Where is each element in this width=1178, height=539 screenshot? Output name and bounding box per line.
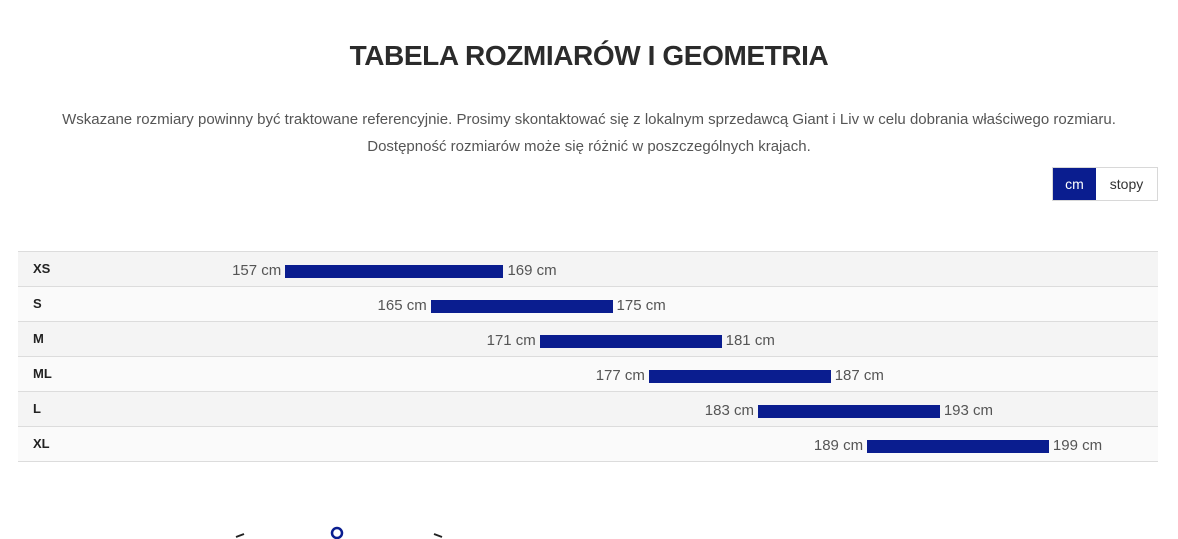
- min-height-value: 171 cm: [486, 332, 536, 349]
- size-range-table: [18, 251, 1158, 462]
- max-height-value: 199 cm: [1052, 437, 1103, 454]
- size-label: XL: [33, 436, 50, 451]
- size-row-l: [18, 392, 1158, 427]
- min-height-value: 165 cm: [377, 297, 427, 314]
- size-row-m: [18, 322, 1158, 357]
- size-row-xl: [18, 427, 1158, 462]
- unit-toggle: [1052, 167, 1158, 201]
- height-range-bar: [867, 440, 1049, 453]
- size-label: ML: [33, 366, 52, 381]
- min-height-value: 183 cm: [704, 402, 754, 419]
- geometry-diagram-preview: [230, 525, 450, 539]
- height-range-bar: [431, 300, 613, 313]
- unit-feet-button[interactable]: stopy: [1096, 168, 1157, 200]
- size-row-xs: [18, 252, 1158, 287]
- height-range-bar: [285, 265, 503, 278]
- max-height-value: 181 cm: [725, 332, 775, 349]
- max-height-value: 169 cm: [507, 262, 557, 279]
- min-height-value: 189 cm: [813, 437, 864, 454]
- min-height-value: 177 cm: [595, 367, 645, 384]
- size-label: M: [33, 331, 44, 346]
- size-description: [20, 106, 1158, 160]
- unit-cm-button[interactable]: cm: [1053, 168, 1096, 200]
- description-line-1: Wskazane rozmiary powinny być traktowane referencyjnie. Prosimy skontaktować się z lokalnym sprzedawcą Giant i Liv w celu dobrania właściwego rozmiaru.: [62, 111, 1116, 128]
- max-height-value: 193 cm: [943, 402, 994, 419]
- size-row-ml: [18, 357, 1158, 392]
- page-title: TABELA ROZMIARÓW I GEOMETRIA: [349, 40, 829, 71]
- description-line-2: Dostępność rozmiarów może się różnić w poszczególnych krajach.: [367, 138, 811, 155]
- max-height-value: 175 cm: [616, 297, 666, 314]
- size-label: L: [33, 401, 41, 416]
- height-range-bar: [649, 370, 831, 383]
- height-range-bar: [540, 335, 722, 348]
- size-row-s: [18, 287, 1158, 322]
- min-height-value: 157 cm: [232, 262, 282, 279]
- height-range-bar: [758, 405, 940, 418]
- size-label: S: [33, 296, 42, 311]
- size-label: XS: [33, 261, 51, 276]
- max-height-value: 187 cm: [834, 367, 884, 384]
